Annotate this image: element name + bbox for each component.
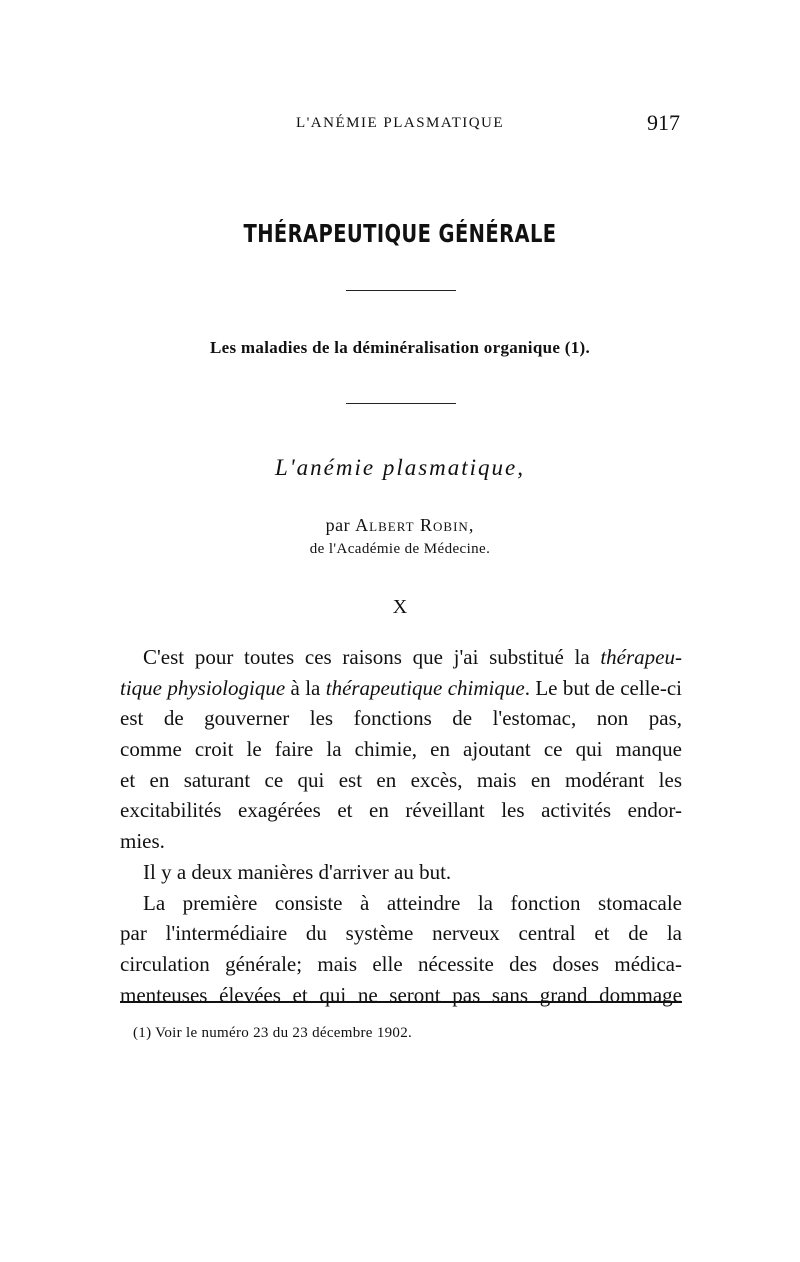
section-number: X — [392, 596, 408, 618]
byline-by: par — [325, 515, 351, 535]
subtitle-divider — [346, 403, 456, 404]
author-name: Albert Robin, — [355, 515, 475, 535]
body-line-italic: thérapeutique chimique — [325, 675, 525, 700]
byline — [0, 515, 800, 536]
body-text — [120, 642, 682, 1010]
body-line — [120, 673, 682, 704]
body-line — [120, 642, 682, 673]
author-affiliation: de l'Académie de Médecine. — [309, 541, 491, 557]
subtitle: Les maladies de la déminéralisation organique (1). — [209, 338, 591, 357]
body-line-text: C'est pour toutes ces raisons que j'ai substitué la — [143, 645, 601, 669]
body-line: circulation générale; mais elle nécessite des doses médica- — [120, 951, 682, 976]
body-line: menteuses élevées et qui ne seront pas sans grand dommage — [120, 982, 682, 1007]
body-line-text: . Le but de celle-ci — [524, 675, 682, 700]
body-line: La première consiste à atteindre la fonction stomacale — [143, 890, 682, 915]
body-line-italic: thérapeu- — [600, 645, 682, 669]
body-line: et en saturant ce qui est en excès, mais en modérant les — [120, 767, 682, 792]
body-line-italic: tique physiologique — [120, 675, 286, 700]
body-line: Il y a deux manières d'arriver au but. — [143, 859, 452, 884]
footnote: (1) Voir le numéro 23 du 23 décembre 1902. — [133, 1025, 413, 1041]
body-line: mies. — [120, 829, 165, 854]
title-divider — [346, 290, 456, 291]
footnote-divider — [120, 1001, 682, 1003]
section-title: THÉRAPEUTIQUE GÉNÉRALE — [243, 219, 557, 248]
body-line-text: à la — [285, 675, 326, 700]
body-line: comme croit le faire la chimie, en ajoutant ce qui manque — [120, 737, 682, 762]
body-line: par l'intermédiaire du système nerveux central et de la — [120, 921, 682, 946]
article-title: L'anémie plasmatique, — [274, 455, 526, 480]
running-title: L'ANÉMIE PLASMATIQUE — [295, 115, 505, 131]
body-line: excitabilités exagérées et en réveillant les activités endor- — [120, 798, 682, 823]
page-number: 917 — [647, 110, 680, 135]
body-line: est de gouverner les fonctions de l'estomac, non pas, — [120, 706, 682, 731]
